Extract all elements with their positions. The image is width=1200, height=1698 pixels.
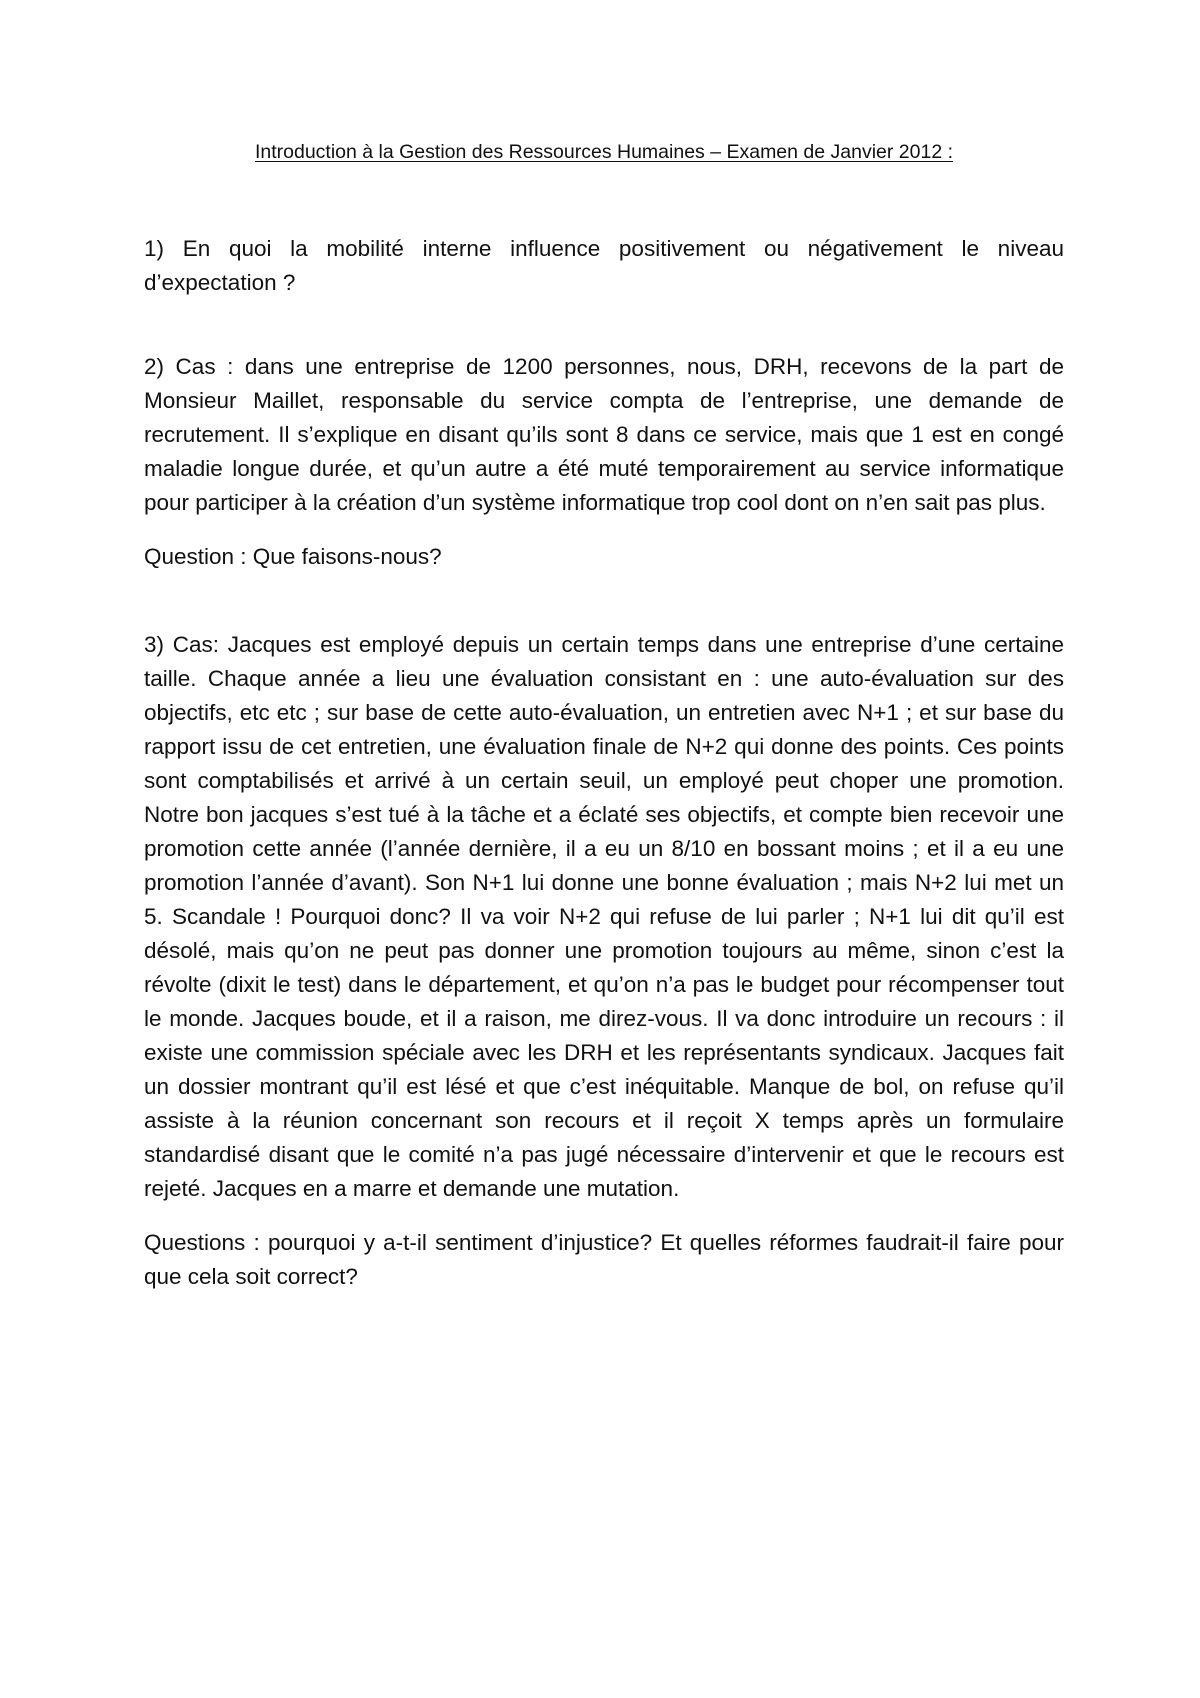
case-3-questions: Questions : pourquoi y a-t-il sentiment d’injustice? Et quelles réformes faudrait-il faire pour que cela soit correct?	[144, 1230, 1064, 1289]
document-title: Introduction à la Gestion des Ressources Humaines – Examen de Janvier 2012 :	[254, 141, 954, 163]
document-body	[144, 138, 1064, 1294]
spacer	[144, 1206, 1064, 1226]
spacer	[144, 300, 1064, 350]
spacer	[144, 574, 1064, 628]
case-3-text: 3) Cas: Jacques est employé depuis un certain temps dans une entreprise d’une certaine taille. Chaque année a lieu une évaluation consistant en : une auto-évaluation sur des objectifs, etc etc ; sur base de cette auto-évaluation, un entretien avec N+1 ; et sur base du rapport issu de cet entretien, une évaluation finale de N+2 qui donne des points. Ces points sont comptabilisés et arrivé à un certain seuil, un employé peut choper une promotion. Notre bon jacques s’est tué à la tâche et a éclaté ses objectifs, et compte bien recevoir une promotion cette année (l’année dernière, il a eu un 8/10 en bossant moins ; et il a eu une promotion l’année d’avant). Son N+1 lui donne une bonne évaluation ; mais N+2 lui met un 5. Scandale ! Pourquoi donc? Il va voir N+2 qui refuse de lui parler ; N+1 lui dit qu’il est désolé, mais qu’on ne peut pas donner une promotion toujours au même, sinon c’est la révolte (dixit le test) dans le département, et qu’on n’a pas le budget pour récompenser tout le monde. Jacques boude, et il a raison, me direz-vous. Il va donc introduire un recours : il existe une commission spéciale avec les DRH et les représentants syndicaux. Jacques fait un dossier montrant qu’il est lésé et que c’est inéquitable. Manque de bol, on refuse qu’il assiste à la réunion concernant son recours et il reçoit X temps après un formulaire standardisé disant que le comité n’a pas jugé nécessaire d’intervenir et que le recours est rejeté. Jacques en a marre et demande une mutation.	[144, 632, 1064, 1201]
case-2-text: 2) Cas : dans une entreprise de 1200 personnes, nous, DRH, recevons de la part de Monsieur Maillet, responsable du service compta de l’entreprise, une demande de recrutement. Il s’explique en disant qu’ils sont 8 dans ce service, mais que 1 est en congé maladie longue durée, et qu’un autre a été muté temporairement au service informatique pour participer à la création d’un système informatique trop cool dont on n’en sait pas plus.	[144, 354, 1064, 515]
case-2-question: Question : Que faisons-nous?	[144, 544, 442, 569]
spacer	[144, 520, 1064, 540]
question-1: 1) En quoi la mobilité interne influence positivement ou négativement le niveau d’expectation ?	[144, 236, 1064, 295]
